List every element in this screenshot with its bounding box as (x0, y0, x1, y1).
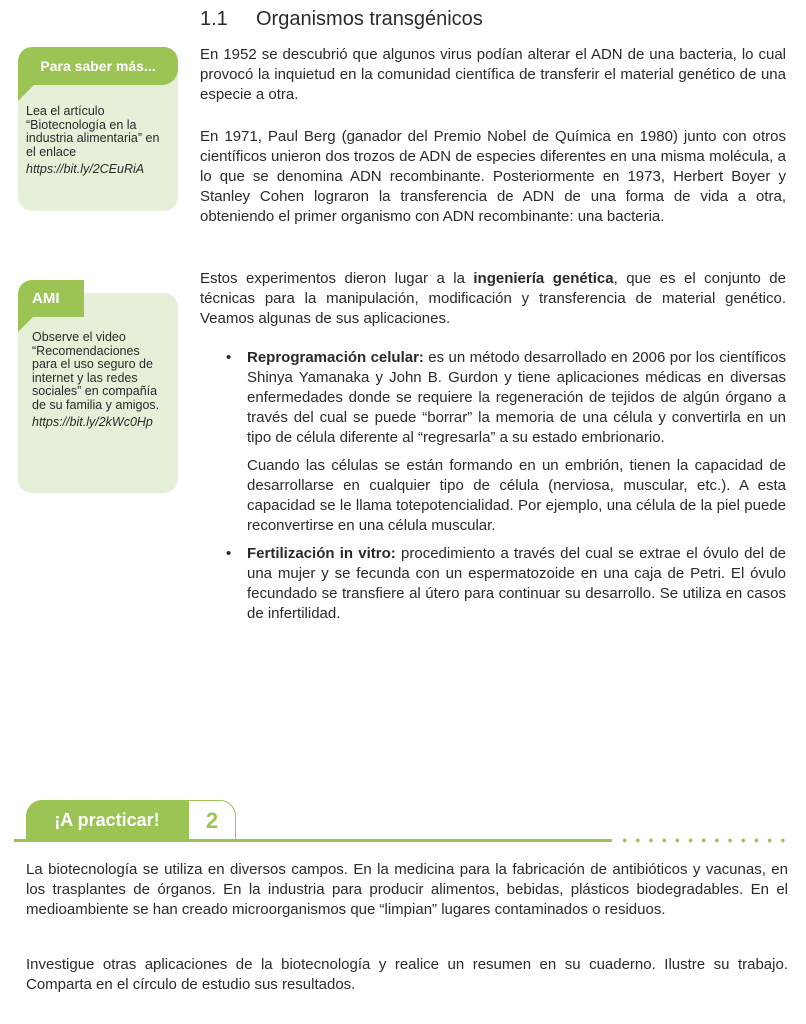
practice-label: ¡A practicar! (26, 800, 188, 840)
ami-box (18, 268, 178, 493)
para-saber-mas-box (18, 47, 178, 211)
list-item (200, 348, 786, 536)
bullet-text: procedimiento a través del cual se extrae el óvulo del de una mujer y se fecunda con un espermatozoide en una caja de Petri. El óvulo fecundado se transfiere al útero para continuar su desarrollo. Se utiliza en casos de infertilidad. (247, 545, 786, 622)
section-number: 1.1 (200, 8, 228, 30)
practice-paragraph-2: Investigue otras aplicaciones de la biotecnología y realice un resumen en su cuaderno. Ilustre su trabajo. Comparta en el círculo de estudio sus resultados. (26, 956, 788, 993)
bullet-term: Fertilización in vitro: (247, 545, 396, 562)
para-saber-mas-link[interactable]: https://bit.ly/2CEuRiA (26, 162, 145, 176)
bullet-icon: • (226, 545, 232, 562)
paragraph-2: En 1971, Paul Berg (ganador del Premio Nobel de Química en 1980) junto con otros científicos unieron dos trozos de ADN de especies diferentes en una misma molécula, a lo que se denomina ADN recombinante. Posteriormente en 1973, Herbert Boyer y Stanley Cohen lograron la transferencia de ADN de una forma de vida a otra, obteniendo el primer organismo con ADN recombinante: una bacteria. (200, 128, 786, 225)
header-corner-decoration (18, 83, 36, 101)
dotted-divider (618, 838, 790, 843)
section-title (200, 8, 483, 31)
paragraph-1: En 1952 se descubrió que algunos virus podían alterar el ADN de una bacteria, lo cual provocó la inquietud en la comunidad científica de transferir el material genético de una especie a otra. (200, 46, 786, 103)
list-item (200, 544, 786, 624)
bullet-text: es un método desarrollado en 2006 por los científicos Shinya Yamanaka y John B. Gurdon y tiene aplicaciones médicas en diversas enfermedades donde se requiere la regeneración de tejidos de algún órgano a través del cual se puede “borrar” la memoria de una célula y convertirla en un tipo de célula diferente al “regresarla” a su estado embrionario. (247, 349, 786, 446)
para-saber-mas-header: Para saber más... (18, 47, 178, 85)
practice-paragraph-1: La biotecnología se utiliza en diversos campos. En la medicina para la fabricación de antibióticos y vacunas, en los trasplantes de órganos. En la industria para producir alimentos, bebidas, plásticos biodegradables. En el medioambiente se han creado microorganismos que “limpian” lugares contaminados o residuos. (26, 861, 788, 918)
section-title-text: Organismos transgénicos (256, 8, 483, 30)
bullet-extra-text: Cuando las células se están formando en un embrión, tienen la capacidad de desarrollarse en cualquier tipo de célula (nerviosa, muscular, etc.). A esta capacidad se le llama totepotencialidad. Por ejemplo, una célula de la piel puede reconvertirse en una célula muscular. (247, 457, 786, 534)
para-saber-mas-text: Lea el artículo “Biotecnología en la industria alimentaria” en el enlace (26, 104, 160, 159)
bullet-term: Reprogramación celular: (247, 349, 424, 366)
ami-link[interactable]: https://bit.ly/2kWc0Hp (32, 415, 153, 429)
paragraph-3 (200, 269, 786, 329)
divider-line (14, 839, 612, 842)
applications-list (200, 348, 786, 624)
key-term: ingeniería genética (473, 270, 614, 287)
paragraph-3-end: , que es el conjunto de técnicas para la manipulación, modificación y transferencia de material genético. Veamos algunas de sus aplicaciones. (200, 270, 786, 327)
practice-number: 2 (188, 800, 236, 839)
ami-header: AMI (18, 280, 84, 317)
bullet-icon: • (226, 349, 232, 366)
ami-text: Observe el video “Recomendaciones para el uso seguro de internet y las redes sociales” en compañía de su familia y amigos. (32, 330, 160, 412)
paragraph-3-start: Estos experimentos dieron lugar a la (200, 270, 474, 287)
